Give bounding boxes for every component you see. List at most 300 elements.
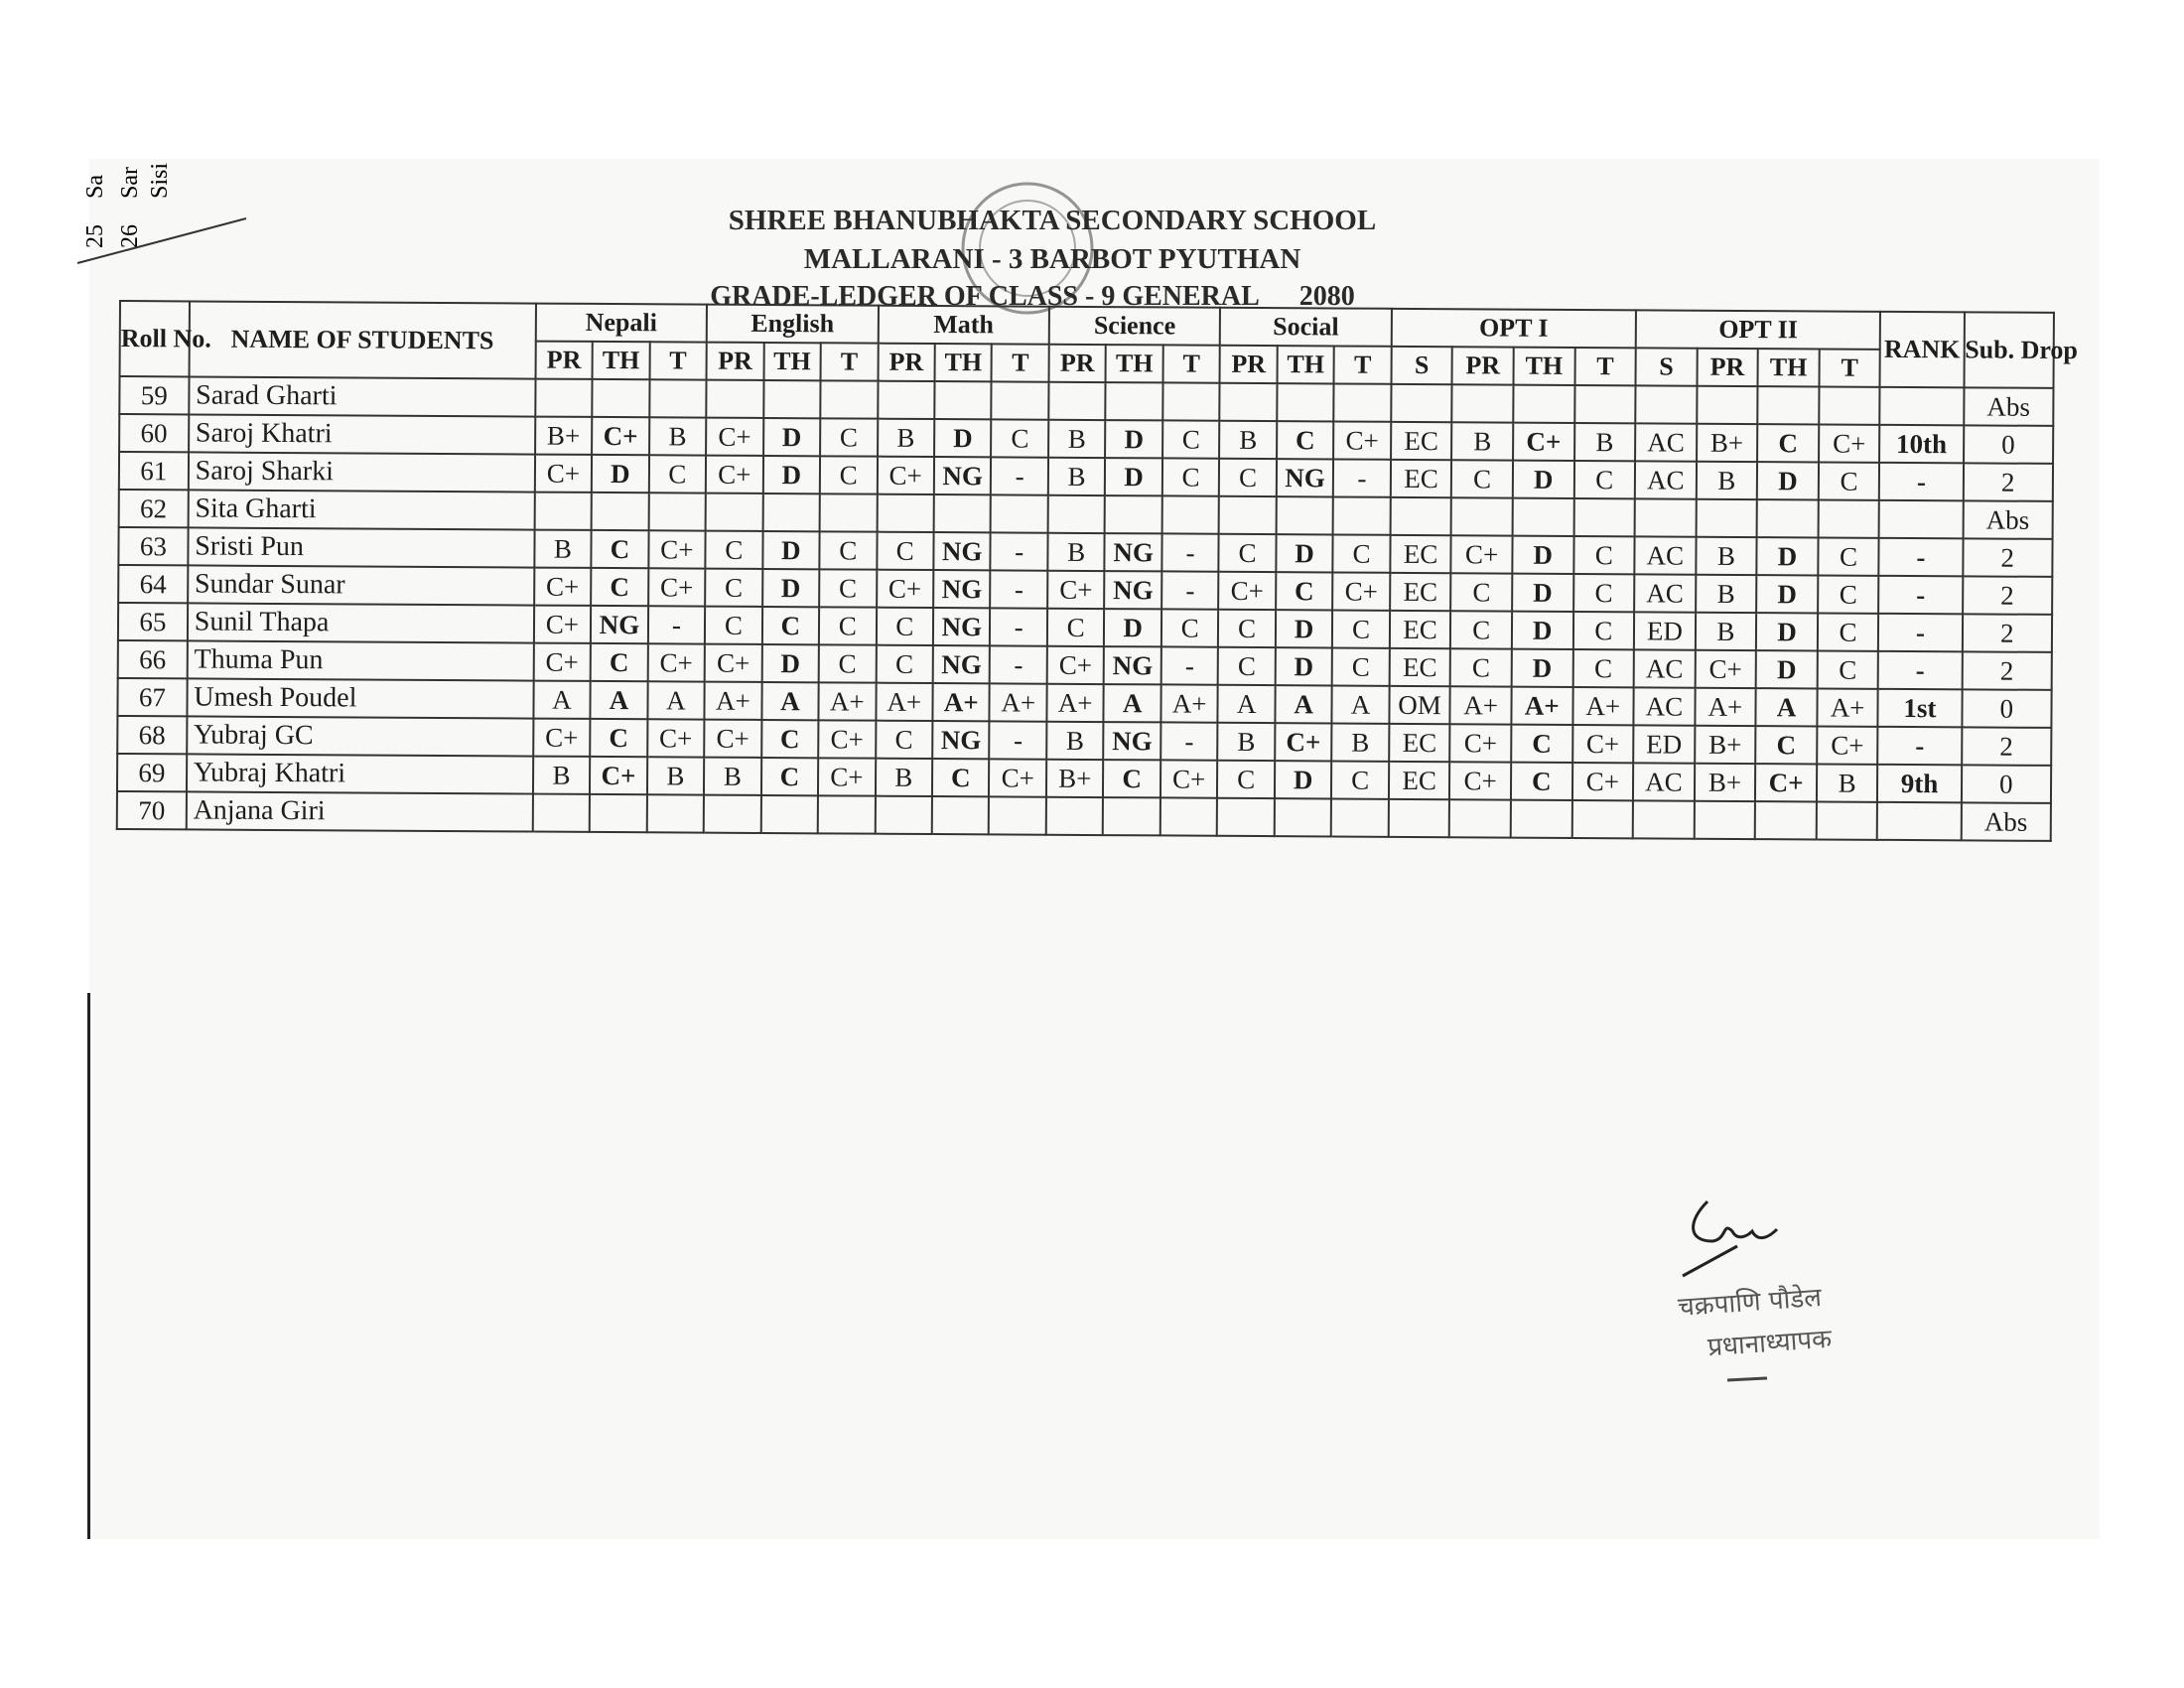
grade-cell (934, 494, 992, 532)
grade-cell: A (591, 681, 648, 719)
grade-cell: AC (1634, 536, 1696, 574)
header-component: T (649, 342, 707, 379)
sub-drop-cell: 0 (1964, 425, 2054, 464)
grade-cell: NG (1104, 646, 1161, 684)
grade-cell (1277, 383, 1334, 421)
header-rank: RANK (1880, 312, 1965, 388)
grade-cell: C+ (1817, 726, 1878, 764)
grade-cell (646, 794, 704, 832)
school-address: MALLARANI - 3 BARBOT PYUTHAN (803, 243, 1301, 275)
grade-cell: C+ (1695, 650, 1756, 688)
signatory-title: प्रधानाध्यापक (1706, 1324, 1834, 1363)
grade-cell: C (592, 530, 649, 568)
grade-cell (1217, 798, 1275, 836)
roll-cell: 64 (118, 565, 188, 603)
fragment-text-3: 26 (117, 224, 143, 248)
header-component: TH (1106, 345, 1163, 382)
sub-drop-cell: 2 (1963, 576, 2053, 615)
grade-cell: B (1219, 421, 1277, 459)
grade-cell: A+ (819, 682, 877, 720)
grade-cell: C (591, 568, 648, 606)
grade-cell (1105, 495, 1162, 533)
grade-cell: C (1161, 609, 1219, 646)
rank-cell: - (1878, 576, 1962, 615)
grade-cell: - (648, 606, 706, 643)
grade-cell: A (761, 682, 819, 720)
student-name-cell: Sunil Thapa (188, 603, 534, 642)
grade-cell (760, 795, 818, 833)
student-name-cell: Umesh Poudel (187, 678, 533, 718)
grade-cell: A (1332, 685, 1390, 723)
student-name-cell: Sarad Gharti (189, 376, 535, 416)
grade-cell: B (533, 757, 591, 794)
grade-cell (1819, 386, 1880, 424)
grade-cell (877, 494, 934, 532)
grade-cell (1331, 798, 1389, 836)
grade-cell: A+ (1160, 684, 1218, 722)
grade-cell: C+ (1571, 763, 1633, 800)
roll-cell: 66 (118, 640, 188, 678)
grade-cell: C+ (648, 568, 706, 606)
grade-cell: B (1696, 575, 1757, 613)
grade-cell: D (1276, 610, 1333, 647)
grade-cell: B (1048, 458, 1106, 495)
grade-cell: C+ (647, 643, 705, 681)
grade-cell (648, 492, 706, 530)
rank-cell (1877, 802, 1961, 841)
grade-cell (1755, 801, 1817, 839)
grade-cell: D (1276, 647, 1333, 685)
grade-cell: C (1573, 536, 1635, 574)
grade-cell: AC (1634, 574, 1696, 612)
grade-cell (1048, 382, 1106, 420)
grade-cell: C (1818, 537, 1879, 575)
header-component: TH (1758, 349, 1820, 386)
header-component: TH (1277, 346, 1334, 383)
grade-cell (1511, 800, 1572, 838)
grade-cell (534, 492, 592, 530)
grade-cell: C (876, 645, 933, 683)
roll-cell: 67 (117, 678, 187, 716)
ledger-year: 2080 (1298, 281, 1355, 312)
grade-cell: C (1162, 458, 1220, 495)
grade-cell: C+ (706, 418, 763, 456)
sub-drop-cell: 2 (1962, 651, 2052, 690)
grade-cell: - (990, 721, 1047, 759)
student-name-cell: Thuma Pun (187, 640, 533, 680)
rank-cell: 9th (1877, 765, 1961, 803)
grade-cell: - (1333, 459, 1391, 496)
grade-cell (1696, 499, 1757, 537)
grade-cell (875, 796, 932, 834)
grade-cell: C+ (648, 530, 706, 568)
sub-drop-cell: 2 (1962, 727, 2052, 766)
roll-cell: 69 (117, 754, 187, 791)
grade-cell (704, 795, 761, 833)
grade-cell: D (1513, 461, 1574, 498)
grade-cell: C (819, 531, 877, 569)
grade-cell: C (1511, 763, 1572, 800)
grade-cell: B (1696, 462, 1757, 499)
grade-cell: C+ (1333, 421, 1391, 459)
grade-cell (1574, 385, 1636, 423)
grade-cell: D (1276, 534, 1333, 572)
grade-cell: C (819, 607, 877, 644)
grade-cell: A+ (1511, 687, 1572, 725)
grade-cell: C+ (1755, 764, 1817, 801)
grade-cell: B+ (1046, 760, 1104, 797)
grade-cell: AC (1635, 423, 1697, 461)
sub-drop-cell: Abs (1964, 387, 2054, 426)
grade-cell: A+ (705, 682, 762, 720)
grade-cell: A (533, 681, 591, 719)
roll-cell: 62 (119, 490, 189, 527)
grade-cell: NG (933, 532, 991, 570)
rank-cell: - (1878, 727, 1962, 766)
grade-cell (1757, 499, 1819, 537)
grade-cell (1275, 798, 1332, 836)
grade-cell (1276, 496, 1333, 534)
rank-cell (1879, 500, 1963, 539)
roll-cell: 61 (119, 452, 189, 490)
grade-cell: A+ (1046, 684, 1104, 722)
grade-cell (1106, 382, 1163, 420)
grade-cell: C+ (706, 456, 763, 493)
grade-cell: C+ (1450, 724, 1512, 762)
grade-cell: C (1573, 461, 1635, 498)
student-name-cell: Anjana Giri (187, 791, 533, 831)
grade-cell: C+ (705, 644, 762, 682)
header-roll: Roll No. (120, 301, 190, 376)
grade-cell (649, 379, 707, 417)
grade-ledger-table (116, 300, 2079, 842)
rank-cell (1880, 387, 1964, 426)
header-subject-opt-i: OPT I (1392, 309, 1637, 349)
grade-cell: C (1218, 610, 1276, 647)
grade-cell: C+ (534, 606, 592, 643)
grade-cell: A+ (1450, 686, 1512, 724)
grade-cell: C (648, 455, 706, 492)
grade-cell (932, 796, 990, 834)
grade-cell: D (762, 531, 820, 569)
grade-cell: C (1450, 648, 1512, 686)
grade-cell (1452, 384, 1514, 422)
rank-cell: 1st (1878, 689, 1962, 728)
grade-cell: C+ (1819, 424, 1880, 462)
header-component: T (1334, 346, 1392, 383)
grade-cell: - (991, 532, 1048, 570)
grade-cell: C+ (1332, 572, 1390, 610)
grade-cell (1635, 385, 1697, 423)
ledger-title-text: GRADE-LEDGER OF CLASS - 9 GENERAL (710, 281, 1260, 312)
grade-cell (1334, 383, 1392, 421)
grade-cell (1161, 495, 1219, 533)
header-sub-drop: Sub. Drop (1964, 312, 2054, 388)
grade-cell (878, 381, 935, 419)
grade-cell: NG (933, 645, 991, 683)
grade-cell: D (1105, 420, 1162, 458)
grade-cell: D (763, 418, 821, 456)
header-subject-opt-ii: OPT II (1636, 310, 1881, 350)
grade-cell: C (1450, 611, 1512, 648)
grade-cell: NG (933, 570, 991, 608)
grade-cell (1333, 496, 1391, 534)
grade-cell: OM (1389, 686, 1450, 724)
grade-cell: ED (1633, 725, 1695, 763)
grade-cell: ED (1634, 612, 1696, 649)
grade-cell: C (932, 759, 990, 796)
grade-cell: - (990, 645, 1047, 683)
fragment-text-4: Sar (117, 167, 143, 199)
grade-cell: A+ (932, 683, 990, 721)
grade-cell: C+ (1047, 646, 1105, 684)
grade-cell: C (591, 643, 648, 681)
grade-cell: AC (1635, 461, 1697, 498)
grade-cell: D (934, 419, 992, 457)
signatory-name: चक्रपाणि पौडेल (1677, 1282, 1823, 1324)
grade-cell (762, 493, 820, 531)
grade-cell: C (705, 607, 762, 644)
grade-cell: C (761, 720, 819, 758)
grade-cell (706, 493, 763, 531)
grade-cell: C (1451, 460, 1513, 497)
header-subject-english: English (707, 305, 879, 344)
grade-cell: C (819, 644, 877, 682)
rank-cell: - (1879, 538, 1963, 577)
grade-cell: NG (1105, 571, 1162, 609)
grade-cell (1048, 495, 1106, 533)
grade-cell: C+ (533, 643, 591, 681)
grade-cell: D (1105, 458, 1162, 495)
student-name-cell: Sristi Pun (188, 527, 534, 567)
grade-cell (1513, 498, 1574, 536)
grade-cell (1046, 797, 1104, 835)
grade-cell (1573, 498, 1635, 536)
fragment-text-5: Sisi (147, 162, 173, 199)
grade-cell: C+ (533, 719, 591, 757)
grade-cell: B (1047, 533, 1105, 571)
grade-cell: C (1277, 421, 1334, 459)
grade-cell: B+ (1695, 726, 1756, 764)
fragment-text-2: Sa (82, 175, 108, 199)
grade-cell (592, 492, 649, 530)
grade-cell: A+ (1817, 688, 1878, 726)
grade-cell: C+ (877, 570, 934, 608)
sub-drop-cell: 0 (1961, 765, 2051, 803)
header-component: PR (878, 344, 935, 381)
grade-cell: C (1047, 609, 1105, 646)
grade-cell: B+ (1695, 764, 1756, 801)
grade-cell: C (819, 569, 877, 607)
sub-drop-cell: Abs (1963, 500, 2053, 539)
grade-cell: A (1218, 685, 1276, 723)
grade-cell: C+ (590, 757, 647, 794)
grade-cell: C (1219, 459, 1277, 496)
grade-cell: A+ (990, 683, 1047, 721)
grade-cell: B (1046, 722, 1104, 760)
grade-cell: D (762, 569, 820, 607)
grade-cell: B (876, 759, 933, 796)
header-component: S (1636, 348, 1698, 385)
grade-cell: B (1218, 723, 1276, 761)
grade-cell: B (649, 417, 707, 455)
rank-cell: - (1878, 614, 1962, 652)
roll-cell: 63 (118, 527, 188, 565)
grade-cell (820, 493, 878, 531)
grade-cell: B (1817, 764, 1878, 801)
grade-cell (1390, 497, 1451, 535)
grade-cell (934, 381, 992, 419)
grade-cell: C (1162, 420, 1220, 458)
grade-cell: C (1332, 610, 1390, 647)
grade-cell: C (1572, 612, 1634, 649)
grade-cell: B (1574, 423, 1636, 461)
grade-cell: NG (933, 608, 991, 645)
grade-cell: C+ (592, 417, 649, 455)
grade-cell: - (1161, 533, 1219, 571)
grade-cell: C (1573, 574, 1635, 612)
grade-cell: C+ (647, 719, 705, 757)
fragment-text-1: 25 (82, 224, 108, 248)
grade-cell: C (1331, 761, 1389, 798)
grade-cell: C (761, 758, 819, 795)
grade-cell: C (1219, 534, 1277, 572)
grade-cell: NG (1277, 459, 1334, 496)
roll-cell: 65 (118, 603, 188, 640)
grade-cell: C+ (818, 758, 876, 795)
grade-cell: D (1756, 613, 1818, 650)
grade-cell: B (647, 757, 705, 794)
grade-cell: C (1217, 761, 1275, 798)
grade-cell: D (1275, 761, 1332, 798)
grade-cell: C (1103, 760, 1160, 797)
header-subject-nepali: Nepali (535, 304, 707, 343)
grade-cell (1160, 797, 1218, 835)
roll-cell: 68 (117, 716, 187, 754)
grade-cell (1635, 498, 1697, 536)
student-name-cell: Sita Gharti (188, 490, 534, 529)
grade-cell: D (1757, 537, 1819, 575)
grade-cell (1817, 801, 1878, 839)
grade-cell (1103, 797, 1160, 835)
grade-cell (989, 796, 1046, 834)
header-component: PR (1220, 346, 1278, 383)
rank-cell: 10th (1879, 425, 1963, 464)
grade-cell: D (1512, 612, 1573, 649)
student-name-cell: Yubraj Khatri (187, 754, 533, 793)
grade-cell (763, 380, 821, 418)
grade-cell: D (592, 455, 649, 492)
header-component: TH (935, 344, 993, 381)
sub-drop-cell: Abs (1961, 802, 2051, 841)
sub-drop-cell: 0 (1962, 689, 2052, 728)
grade-cell (1758, 386, 1820, 424)
header-component: PR (1452, 347, 1514, 384)
roll-cell: 59 (119, 376, 189, 414)
grade-cell (1818, 499, 1879, 537)
grade-cell: D (762, 456, 820, 493)
grade-cell: EC (1390, 611, 1451, 648)
grade-cell: EC (1389, 648, 1450, 686)
grade-cell: C+ (535, 455, 593, 492)
grade-cell (535, 379, 593, 417)
grade-cell: C (762, 607, 820, 644)
grade-cell (1571, 800, 1633, 838)
grade-cell: C (820, 418, 878, 456)
grade-cell: - (1161, 646, 1219, 684)
grade-cell: - (1160, 722, 1218, 760)
grade-cell: C (1218, 647, 1276, 685)
student-name-cell: Saroj Sharki (189, 452, 535, 492)
grade-cell: C+ (989, 759, 1046, 796)
grade-cell: C+ (1160, 760, 1218, 797)
header-component: T (1574, 348, 1636, 385)
grade-cell: C (1818, 613, 1879, 650)
roll-cell: 60 (119, 414, 189, 452)
grade-cell (1162, 382, 1220, 420)
grade-cell: C (1757, 424, 1819, 462)
header-component: T (992, 344, 1049, 381)
grade-cell (1694, 801, 1755, 839)
grade-cell: NG (1104, 722, 1161, 760)
grade-cell: C (1572, 649, 1634, 687)
grade-cell: C (1276, 572, 1333, 610)
header-subject-math: Math (878, 306, 1049, 345)
grade-cell: A+ (1695, 688, 1756, 726)
grade-cell: C+ (534, 568, 592, 606)
grade-cell: - (991, 457, 1048, 494)
grade-cell (818, 795, 876, 833)
grade-cell: C+ (1449, 762, 1511, 799)
header-component: T (821, 343, 879, 380)
student-name-cell: Sundar Sunar (188, 565, 534, 605)
header-name: NAME OF STUDENTS (189, 301, 535, 378)
grade-cell: C (705, 569, 762, 607)
grade-cell: D (1756, 650, 1818, 688)
grade-cell: C (992, 419, 1049, 457)
grade-cell: A (647, 681, 705, 719)
student-name-cell: Saroj Khatri (189, 414, 535, 454)
grade-cell (1220, 383, 1278, 421)
grade-cell: NG (932, 721, 990, 759)
grade-cell: C (820, 456, 878, 493)
grade-cell: C (1511, 725, 1572, 763)
grade-cell (1633, 800, 1695, 838)
school-name: SHREE BHANUBHAKTA SECONDARY SCHOOL (728, 205, 1377, 236)
grade-cell: D (761, 644, 819, 682)
grade-cell: EC (1389, 762, 1450, 799)
grade-cell: C (1332, 647, 1390, 685)
grade-cell: B (1696, 613, 1757, 650)
grade-cell (706, 380, 763, 418)
grade-cell: C+ (1275, 723, 1332, 761)
grade-cell: C+ (1513, 423, 1574, 461)
header-component: TH (593, 342, 650, 379)
grade-cell: C+ (704, 720, 761, 758)
header-subject-social: Social (1220, 308, 1392, 347)
grade-cell (1513, 385, 1574, 423)
grade-cell: C (1755, 726, 1817, 764)
grade-cell: AC (1634, 649, 1696, 687)
grade-cell: B+ (1697, 424, 1758, 462)
grade-cell: C (1818, 575, 1879, 613)
grade-cell: NG (1105, 533, 1162, 571)
grade-cell: C+ (1451, 535, 1513, 573)
grade-cell: C+ (1219, 572, 1277, 610)
grade-cell: C (876, 721, 933, 759)
grade-cell (592, 379, 649, 417)
sub-drop-cell: 2 (1963, 538, 2053, 577)
